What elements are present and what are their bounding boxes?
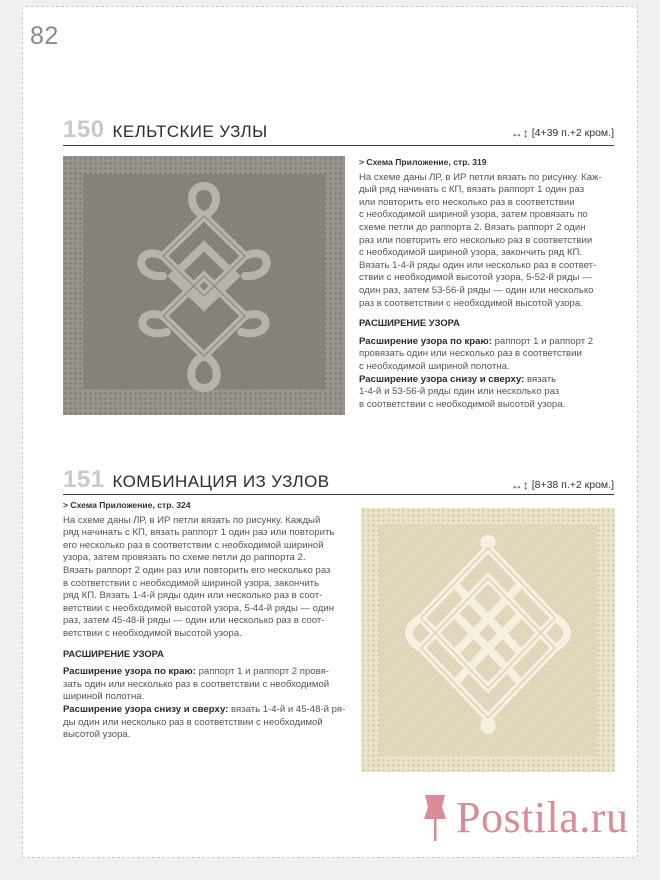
pattern-number: 151 — [63, 466, 105, 493]
heading-rule — [63, 145, 614, 146]
instruction-line: дый ряд начинать с КП, вязать раппорт 1 один раз — [359, 184, 585, 196]
page-number: 82 — [30, 22, 59, 50]
repeat-value: [4+39 п.+2 кром.] — [531, 127, 614, 139]
instruction-line: с необходимой шириной узора, затем провязать по — [359, 209, 588, 221]
pattern-151-repeat — [511, 478, 614, 492]
topbottom-expansion-line: Расширение узора снизу и сверху: вязать 1-4-й и 45-48-й ря- — [63, 703, 346, 715]
watermark-text: Postila.ru — [456, 793, 629, 842]
topbottom-expansion-line: в соответствии с необходимой высотой узора. — [359, 398, 566, 410]
topbottom-expansion-label: Расширение узора снизу и сверху: — [63, 703, 229, 715]
edge-expansion-label: Расширение узора по краю: — [63, 666, 196, 678]
instruction-line: ветствии с необходимой высотой узора, 5-44-й ряды — один — [63, 602, 335, 614]
instruction-line: ствии с необходимой высотой узора, 5-52-й ряды — — [359, 272, 592, 284]
instruction-line: ветствии с необходимой высотой узора. — [63, 627, 242, 639]
instruction-line: На схеме даны ЛР, в ИР петли вязать по рисунку. Каждый — [63, 514, 321, 526]
instruction-line: раз, затем 45-48-й ряды — один или несколько раз в соот- — [63, 615, 325, 627]
topbottom-expansion-label: Расширение узора снизу и сверху: — [359, 373, 525, 385]
instruction-line: ряд начинать с КП, вязать раппорт 1 один раз или повторить — [63, 527, 335, 539]
instruction-line: Вязать 1-4-й ряды один или несколько раз в соответ- — [359, 259, 597, 271]
edge-expansion-line: провязать один или несколько раз в соответствии — [359, 348, 582, 360]
topbottom-expansion-line: высотой узора. — [63, 729, 131, 741]
size-arrows-icon: ↔↕ — [510, 126, 529, 140]
instruction-line: Вязать раппорт 2 один раз или повторить его несколько раз — [63, 564, 331, 576]
pattern-151-text — [63, 499, 353, 742]
expansion-heading: РАСШИРЕНИЕ УЗОРА — [63, 647, 164, 659]
repeat-value: [8+38 п.+2 кром.] — [531, 479, 614, 491]
pattern-150-repeat — [511, 126, 614, 140]
instruction-line: один раз, затем 53-56-й ряды — один или несколько — [359, 284, 594, 296]
edge-expansion-line: шириной полотна. — [63, 691, 145, 703]
pin-icon — [422, 793, 448, 843]
instruction-line: На схеме даны ЛР, в ИР петли вязать по рисунку. Каж- — [359, 171, 602, 183]
topbottom-expansion-line: Расширение узора снизу и сверху: вязать — [359, 373, 557, 385]
instruction-line: или повторить его несколько раз в соответствии — [359, 196, 575, 208]
instruction-line: с необходимой шириной узора, закончить ряд КП. — [359, 247, 583, 259]
edge-expansion-line: с необходимой шириной полотна. — [359, 360, 510, 372]
instruction-line: узора, затем провязать по схеме петли до раппорта 2. — [63, 552, 306, 564]
instruction-line: раз или повторить его несколько раз в соответствии — [359, 234, 593, 246]
topbottom-expansion-line: 1-4-й и 53-56-й ряды один или несколько раз — [359, 386, 560, 398]
pattern-title: КОМБИНАЦИЯ ИЗ УЗЛОВ — [112, 472, 330, 491]
pattern-150-heading — [63, 116, 268, 144]
edge-expansion-label: Расширение узора по краю: — [359, 335, 492, 347]
edge-expansion-line: Расширение узора по краю: раппорт 1 и раппорт 2 провя- — [63, 666, 330, 678]
edge-expansion-line: Расширение узора по краю: раппорт 1 и раппорт 2 — [359, 335, 594, 347]
schema-reference: > Схема Приложение, стр. 319 — [359, 157, 487, 167]
expansion-heading: РАСШИРЕНИЕ УЗОРА — [359, 317, 460, 329]
instruction-line: схеме петли до раппорта 2. Вязать раппорт 2 один — [359, 221, 586, 233]
heading-rule — [63, 494, 614, 495]
pattern-number: 150 — [63, 116, 105, 143]
pattern-151-heading — [63, 466, 329, 494]
watermark — [422, 792, 628, 843]
instruction-line: раз в соответствии с необходимой высотой узора. — [359, 297, 583, 309]
pattern-title: КЕЛЬТСКИЕ УЗЛЫ — [112, 122, 268, 141]
topbottom-expansion-line: ды один или несколько раз в соответствии с необходимой — [63, 716, 323, 728]
size-arrows-icon: ↔↕ — [510, 478, 529, 492]
schema-reference: > Схема Приложение, стр. 324 — [63, 500, 191, 510]
instruction-line: в соответствии с необходимой шириной узора, закончить — [63, 577, 320, 589]
instruction-line: его несколько раз в соответствии с необходимой шириной — [63, 539, 324, 551]
pattern-151-swatch — [361, 508, 615, 772]
pattern-150-text — [359, 156, 615, 411]
edge-expansion-line: зать один или несколько раз в соответствии с необходимой — [63, 678, 330, 690]
instruction-line: ряд КП. Вязать 1-4-й ряды один или несколько раз в соот- — [63, 590, 323, 602]
pattern-150-swatch — [63, 156, 345, 415]
